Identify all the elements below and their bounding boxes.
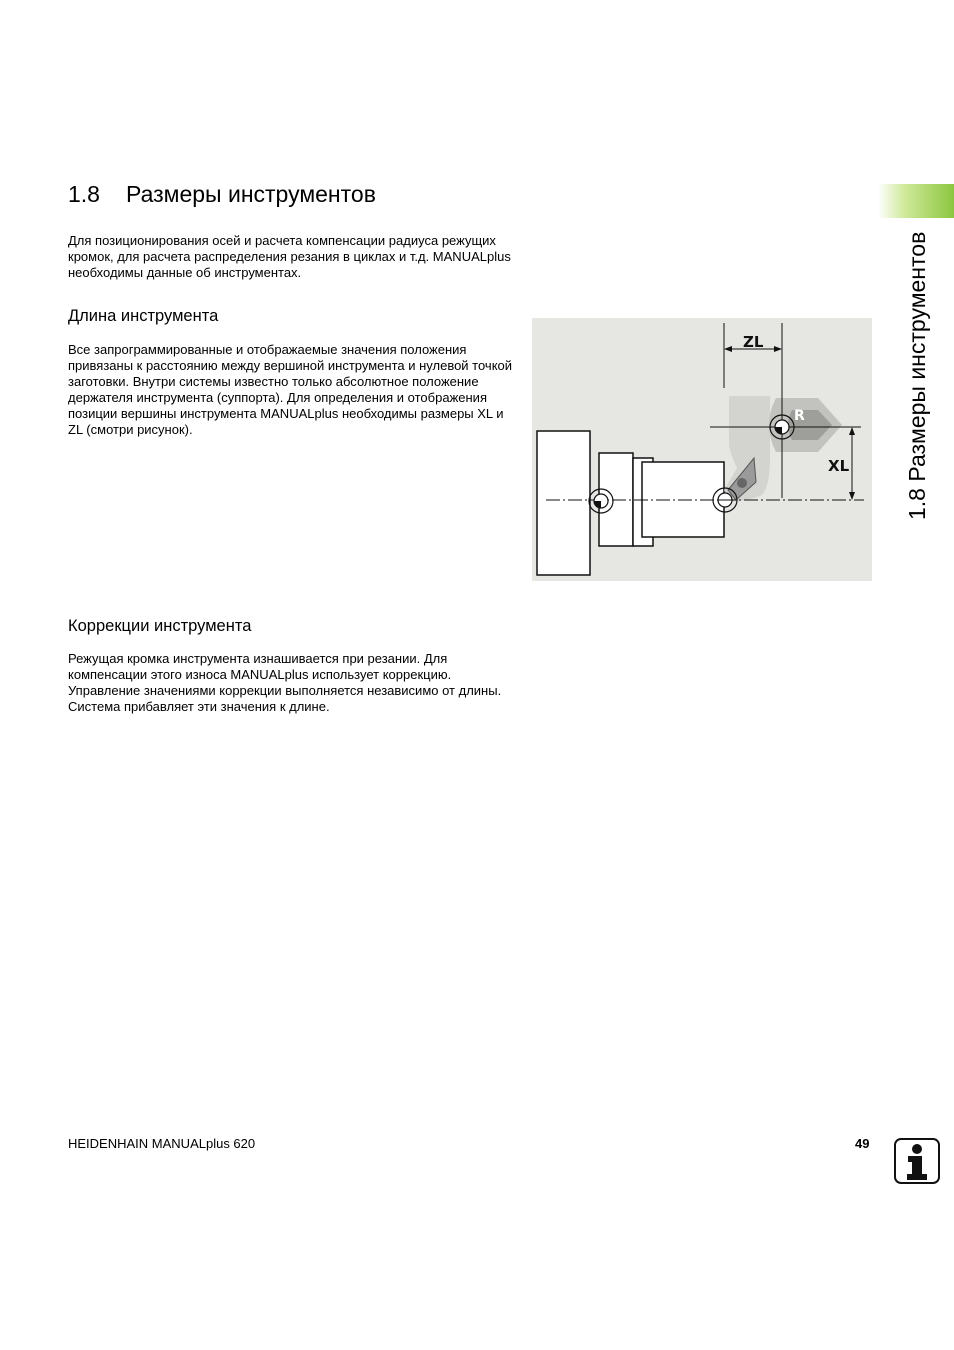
footer-manual-name: HEIDENHAIN MANUALplus 620 <box>68 1136 256 1151</box>
section-title: Размеры инструментов <box>126 181 376 207</box>
tool-length-paragraph: Все запрограммированные и отображаемые значения положения привязаны к расстоянию между вершиной инструмента и нулевой точкой заготовки. Внутри системы известно только абсолютное положение держателя инструмента (суппорта). Для определения и отображения позиции вершины инструмента MANUALplus необходимы размеры XL и ZL (смотри рисунок). <box>68 342 513 437</box>
r-label: R <box>794 408 805 424</box>
zl-label: ZL <box>743 333 764 351</box>
heading-tool-length: Длина инструмента <box>68 307 219 325</box>
side-chapter-title: 1.8 Размеры инструментов <box>904 231 930 520</box>
tool-dimensions-figure <box>532 318 872 581</box>
heading-tool-correction: Коррекции инструмента <box>68 617 252 635</box>
info-icon <box>893 1137 941 1185</box>
page-number: 49 <box>855 1136 870 1151</box>
section-number: 1.8 <box>68 181 100 207</box>
page-title <box>68 181 376 208</box>
tool-correction-paragraph: Режущая кромка инструмента изнашивается при резании. Для компенсации этого износа MANUALplus использует коррекцию. Управление значениями коррекции выполняется независимо от длины. Система прибавляет эти значения к длине. <box>68 651 502 714</box>
intro-paragraph: Для позиционирования осей и расчета компенсации радиуса режущих кромок, для расчета распределения резания в циклах и т.д. MANUALplus необходимы данные об инструментах. <box>68 233 511 280</box>
xl-label: XL <box>828 457 850 475</box>
insert-screw <box>737 478 747 488</box>
chuck-body <box>537 431 590 575</box>
